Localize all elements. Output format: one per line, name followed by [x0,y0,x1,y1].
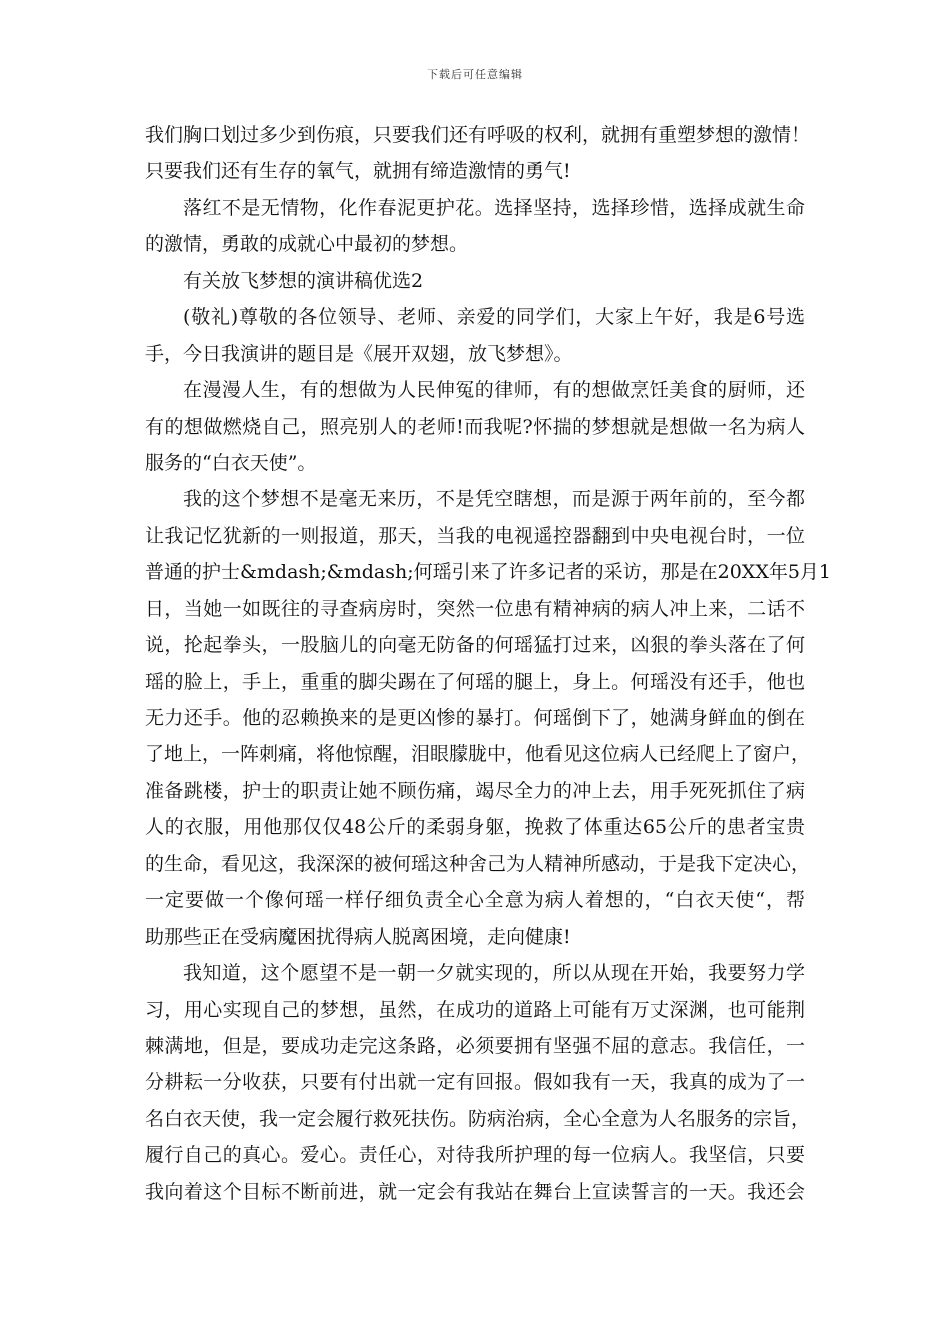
text-line: 我向着这个目标不断前进，就一定会有我站在舞台上宣读誓言的一天。我还会 [145,1180,805,1203]
text-line: 了地上，一阵刺痛，将他惊醒，泪眼朦胧中，他看见这位病人已经爬上了窗户， [145,743,811,766]
text-line: 我的这个梦想不是毫无来历，不是凭空瞎想，而是源于两年前的，至今都 [183,488,805,511]
text-line: 有的想做燃烧自己，照亮别人的老师!而我呢?怀揣的梦想就是想做一名为病人 [145,415,805,438]
text-line: 说，抡起拳头，一股脑儿的向毫无防备的何瑶猛打过来，凶狠的拳头落在了何 [145,634,805,657]
page-header-note: 下载后可任意编辑 [427,68,523,81]
text-line: 一定要做一个像何瑶一样仔细负责全心全意为病人着想的，“白衣天使“，帮 [145,889,805,912]
text-line: 只要我们还有生存的氧气，就拥有缔造激情的勇气! [145,160,571,183]
text-line: 手，今日我演讲的题目是《展开双翅，放飞梦想》。 [145,342,573,365]
text-line: 分耕耘一分收获，只要有付出就一定有回报。假如我有一天，我真的成为了一 [145,1071,805,1094]
text-line: 棘满地，但是，要成功走完这条路，必须要拥有坚强不屈的意志。我信任，一 [145,1034,805,1057]
text-line: 落红不是无情物，化作春泥更护花。选择坚持，选择珍惜，选择成就生命 [183,196,805,219]
text-line: 让我记忆犹新的一则报道，那天，当我的电视遥控器翻到中央电视台时，一位 [145,524,805,547]
text-line: 瑶的脸上，手上，重重的脚尖踢在了何瑶的腿上，身上。何瑶没有还手，他也 [145,670,805,693]
text-line: 履行自己的真心。爱心。责任心，对待我所护理的每一位病人。我坚信，只要 [145,1144,805,1167]
text-line: 的激情，勇敢的成就心中最初的梦想。 [145,233,469,256]
text-line: 准备跳楼，护士的职责让她不顾伤痛，竭尽全力的冲上去，用手死死抓住了病 [145,779,805,802]
text-line: (敬礼)尊敬的各位领导、老师、亲爱的同学们，大家上午好，我是6号选 [183,306,805,329]
text-line: 我知道，这个愿望不是一朝一夕就实现的，所以从现在开始，我要努力学 [183,962,805,985]
text-line: 无力还手。他的忍赖换来的是更凶惨的暴打。何瑶倒下了，她满身鲜血的倒在 [145,707,805,729]
document-body [145,117,832,1210]
text-line: 习，用心实现自己的梦想，虽然，在成功的道路上可能有万丈深渊，也可能荆 [145,998,805,1021]
text-line: 在漫漫人生，有的想做为人民伸冤的律师，有的想做烹饪美食的厨师，还 [183,379,805,402]
text-line: 有关放飞梦想的演讲稿优选2 [183,269,424,292]
text-line: 服务的“白衣天使”。 [145,451,317,474]
text-line: 助那些正在受病魔困扰得病人脱离困境，走向健康! [145,925,571,948]
text-line: 人的衣服，用他那仅仅48公斤的柔弱身躯，挽救了体重达65公斤的患者宝贵 [145,816,805,839]
text-line: 的生命，看见这，我深深的被何瑶这种舍己为人精神所感动，于是我下定决心， [145,852,811,875]
text-line: 日，当她一如既往的寻查病房时，突然一位患有精神病的病人冲上来，二话不 [145,597,805,620]
text-line: 我们胸口划过多少到伤痕，只要我们还有呼吸的权利，就拥有重塑梦想的激情！ [145,124,811,146]
text-line: 普通的护士&mdash;&mdash;何瑶引来了许多记者的采访，那是在20XX年5月1 [145,561,832,584]
text-line: 名白衣天使，我一定会履行救死扶伤。防病治病，全心全意为人名服务的宗旨， [145,1107,811,1130]
